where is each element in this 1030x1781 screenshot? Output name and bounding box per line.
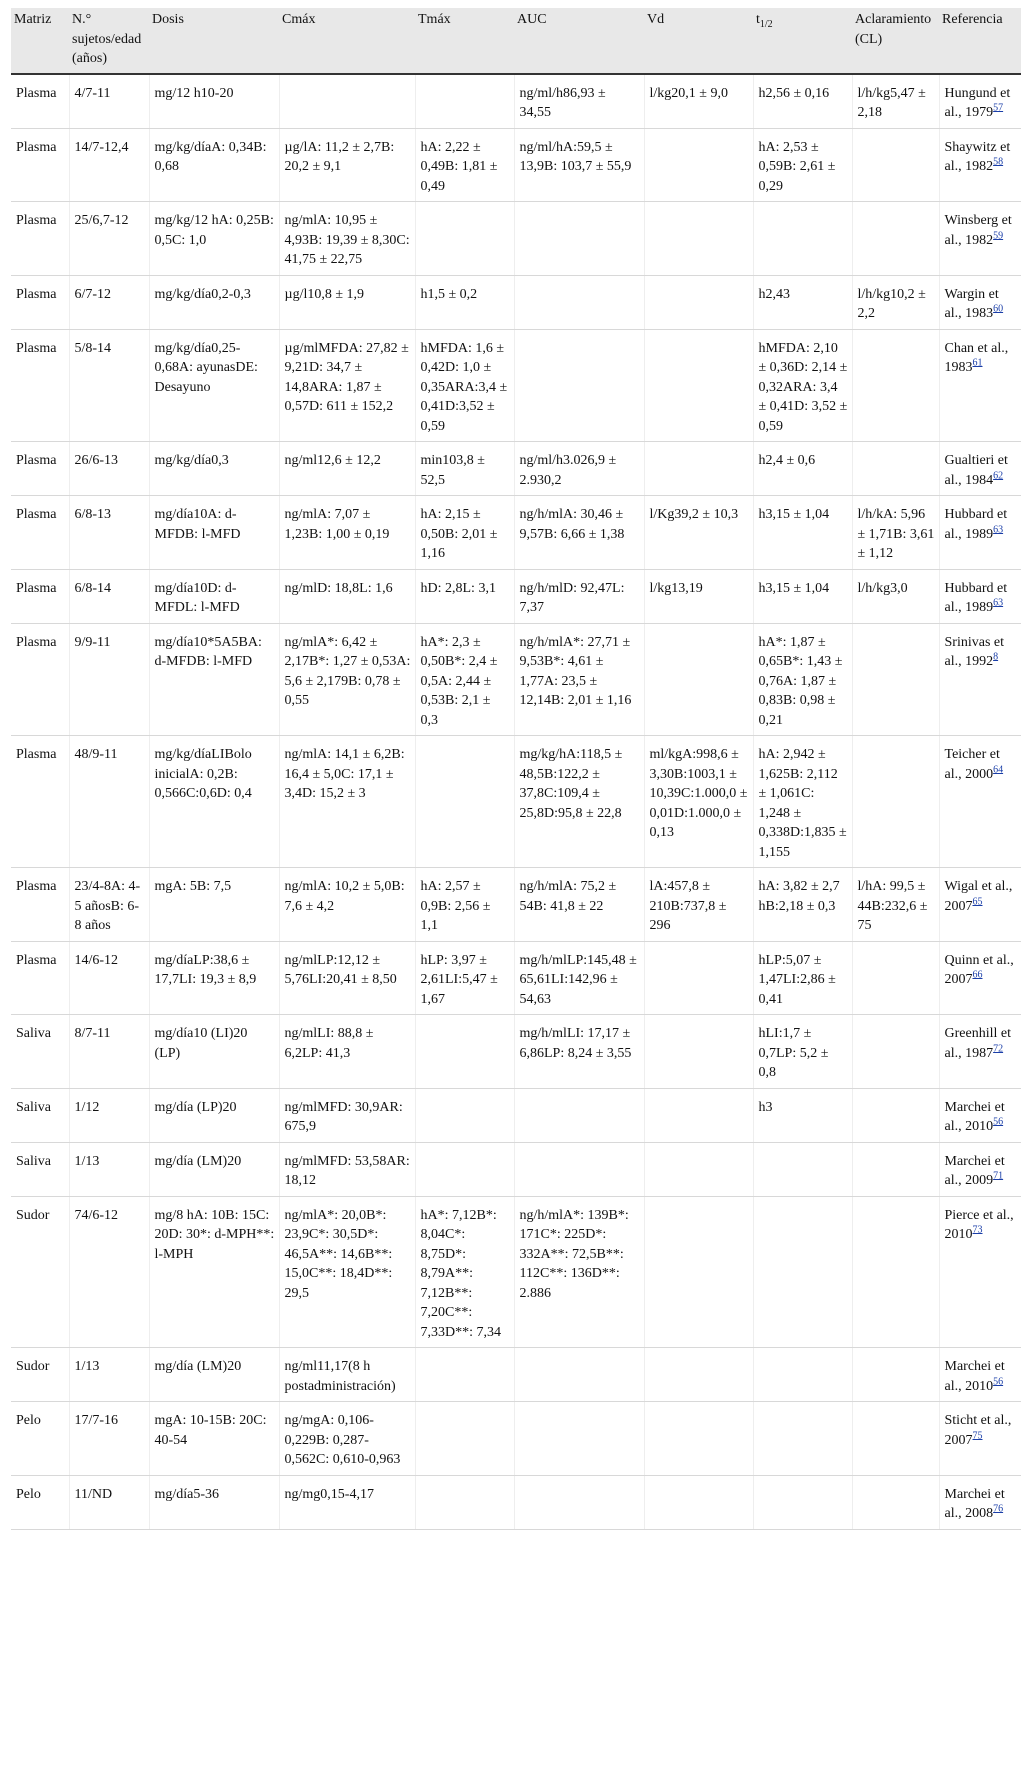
cell-n: 6/7-12 [69,275,149,329]
cell-vd: l/kg13,19 [644,569,753,623]
cell-t12 [753,1348,852,1402]
table-row [11,442,1021,496]
column-header-matriz [11,8,69,74]
cell-auc [514,202,644,276]
cell-vd: l/Kg39,2 ± 10,3 [644,496,753,570]
column-header-label: t [756,12,760,27]
cell-dosis: mg/kg/día0,25-0,68A: ayunasDE: Desayuno [149,329,279,442]
cell-cl: l/h/kg10,2 ± 2,2 [852,275,939,329]
cell-tmax: min103,8 ± 52,5 [415,442,514,496]
reference-text: Wigal et al., 2007 [944,879,1013,914]
reference-link[interactable]: 66 [972,969,983,981]
cell-dosis: mg/kg/díaLIBolo inicialA: 0,2B: 0,566C:0,6D: 0,4 [149,736,279,868]
cell-reference [939,736,1021,868]
cell-matriz: Sudor [11,1348,69,1402]
reference-text: Greenhill et al., 1987 [944,1026,1011,1061]
cell-tmax: h1,5 ± 0,2 [415,275,514,329]
cell-vd [644,941,753,1015]
cell-cl: l/hA: 99,5 ± 44B:232,6 ± 75 [852,868,939,942]
cell-reference [939,74,1021,129]
table-row [11,1015,1021,1089]
table-row [11,941,1021,1015]
column-header-label: Referencia [942,12,1003,27]
cell-vd [644,1348,753,1402]
reference-text: Hubbard et al., 1989 [944,580,1008,615]
pharmacokinetics-table [11,8,1021,1530]
cell-cl: l/h/kA: 5,96 ± 1,71B: 3,61 ± 1,12 [852,496,939,570]
reference-text: Wargin et al., 1983 [944,286,999,321]
cell-cmax [279,74,415,129]
cell-cmax: ng/ml12,6 ± 12,2 [279,442,415,496]
cell-auc: ng/h/mlA*: 139B*: 171C*: 225D*: 332A**: 72,5B**: 112C**: 136D**: 2.886 [514,1196,644,1348]
reference-text: Marchei et al., 2008 [944,1486,1005,1521]
column-header-n [69,8,149,74]
cell-n: 1/12 [69,1088,149,1142]
cell-t12: h2,56 ± 0,16 [753,74,852,129]
cell-vd [644,623,753,736]
cell-t12 [753,1142,852,1196]
cell-tmax [415,1015,514,1089]
cell-reference [939,496,1021,570]
column-header-label: Vd [647,12,665,27]
cell-matriz: Pelo [11,1475,69,1529]
cell-matriz: Plasma [11,202,69,276]
cell-auc: mg/h/mlLP:145,48 ± 65,61LI:142,96 ± 54,63 [514,941,644,1015]
reference-link[interactable]: 57 [993,102,1004,114]
cell-tmax [415,202,514,276]
cell-auc [514,275,644,329]
cell-t12: h3,15 ± 1,04 [753,569,852,623]
reference-link[interactable]: 72 [993,1042,1004,1054]
cell-cl [852,1196,939,1348]
reference-text: Winsberg et al., 1982 [944,213,1012,248]
reference-link[interactable]: 61 [972,357,983,369]
cell-cmax: ng/mlA: 10,95 ± 4,93B: 19,39 ± 8,30C: 41,75 ± 22,75 [279,202,415,276]
reference-link[interactable]: 58 [993,156,1004,168]
cell-matriz: Plasma [11,275,69,329]
reference-link[interactable]: 8 [993,651,999,663]
reference-link[interactable]: 63 [993,597,1004,609]
cell-matriz: Saliva [11,1015,69,1089]
cell-tmax: hA: 2,22 ± 0,49B: 1,81 ± 0,49 [415,128,514,202]
cell-n: 6/8-13 [69,496,149,570]
cell-reference [939,1142,1021,1196]
cell-tmax [415,736,514,868]
cell-reference [939,1196,1021,1348]
cell-reference [939,329,1021,442]
table-row [11,1088,1021,1142]
reference-text: Marchei et al., 2010 [944,1099,1005,1134]
cell-vd [644,1088,753,1142]
cell-auc: mg/kg/hA:118,5 ± 48,5B:122,2 ± 37,8C:109,4 ± 25,8D:95,8 ± 22,8 [514,736,644,868]
cell-cl [852,442,939,496]
cell-auc [514,1142,644,1196]
reference-link[interactable]: 65 [972,895,983,907]
cell-reference [939,941,1021,1015]
table-row [11,74,1021,129]
cell-cl [852,736,939,868]
cell-n: 8/7-11 [69,1015,149,1089]
cell-reference [939,202,1021,276]
table-row [11,329,1021,442]
cell-cmax: ng/mlLI: 88,8 ± 6,2LP: 41,3 [279,1015,415,1089]
cell-n: 14/7-12,4 [69,128,149,202]
cell-reference [939,1015,1021,1089]
cell-cmax: ng/mlMFD: 53,58AR: 18,12 [279,1142,415,1196]
table-row [11,128,1021,202]
cell-t12: h2,4 ± 0,6 [753,442,852,496]
column-header-label: Cmáx [282,12,316,27]
reference-link[interactable]: 76 [993,1503,1004,1515]
cell-vd [644,1015,753,1089]
cell-dosis: mg/día5-36 [149,1475,279,1529]
cell-reference [939,1475,1021,1529]
reference-text: Marchei et al., 2010 [944,1359,1005,1394]
cell-n: 1/13 [69,1348,149,1402]
cell-matriz: Plasma [11,569,69,623]
cell-t12: hMFDA: 2,10 ± 0,36D: 2,14 ± 0,32ARA: 3,4 ± 0,41D: 3,52 ± 0,59 [753,329,852,442]
table-row [11,1402,1021,1476]
column-header-subscript: 1/2 [759,18,773,30]
cell-reference [939,442,1021,496]
cell-tmax: hA*: 2,3 ± 0,50B*: 2,4 ± 0,5A: 2,44 ± 0,53B: 2,1 ± 0,3 [415,623,514,736]
cell-matriz: Saliva [11,1142,69,1196]
reference-link[interactable]: 56 [993,1375,1004,1387]
cell-auc: ng/ml/h86,93 ± 34,55 [514,74,644,129]
table-row [11,496,1021,570]
cell-dosis: mg/kg/día0,3 [149,442,279,496]
reference-link[interactable]: 63 [993,523,1004,535]
cell-t12 [753,1402,852,1476]
cell-vd [644,442,753,496]
cell-dosis: mg/12 h10-20 [149,74,279,129]
cell-n: 1/13 [69,1142,149,1196]
cell-tmax [415,1402,514,1476]
cell-matriz: Plasma [11,329,69,442]
cell-matriz: Pelo [11,1402,69,1476]
cell-reference [939,868,1021,942]
table-row [11,275,1021,329]
cell-matriz: Plasma [11,736,69,868]
cell-cl [852,941,939,1015]
cell-n: 25/6,7-12 [69,202,149,276]
cell-dosis: mg/día10 (LI)20 (LP) [149,1015,279,1089]
cell-tmax: hA*: 7,12B*: 8,04C*: 8,75D*: 8,79A**: 7,12B**: 7,20C**: 7,33D**: 7,34 [415,1196,514,1348]
cell-dosis: mg/díaLP:38,6 ± 17,7LI: 19,3 ± 8,9 [149,941,279,1015]
reference-link[interactable]: 73 [972,1224,983,1236]
cell-vd [644,202,753,276]
column-header-t12 [753,8,852,74]
reference-text: Marchei et al., 2009 [944,1153,1005,1188]
cell-tmax [415,1348,514,1402]
cell-t12 [753,1475,852,1529]
cell-n: 11/ND [69,1475,149,1529]
cell-auc: ng/h/mlA*: 27,71 ± 9,53B*: 4,61 ± 1,77A: 23,5 ± 12,14B: 2,01 ± 1,16 [514,623,644,736]
cell-t12 [753,1196,852,1348]
cell-dosis: mg/kg/12 hA: 0,25B: 0,5C: 1,0 [149,202,279,276]
cell-reference [939,1088,1021,1142]
cell-vd [644,128,753,202]
cell-cl: l/h/kg3,0 [852,569,939,623]
cell-tmax: hA: 2,57 ± 0,9B: 2,56 ± 1,1 [415,868,514,942]
cell-cl [852,1475,939,1529]
cell-vd [644,1475,753,1529]
reference-text: Quinn et al., 2007 [944,952,1014,987]
header-row [11,8,1021,74]
cell-n: 17/7-16 [69,1402,149,1476]
reference-text: Teicher et al., 2000 [944,747,1000,782]
table-row [11,736,1021,868]
cell-matriz: Plasma [11,442,69,496]
cell-dosis: mg/día (LM)20 [149,1348,279,1402]
cell-matriz: Plasma [11,496,69,570]
cell-t12: hLP:5,07 ± 1,47LI:2,86 ± 0,41 [753,941,852,1015]
reference-text: Pierce et al., 2010 [944,1207,1014,1242]
cell-n: 4/7-11 [69,74,149,129]
column-header-label: AUC [517,12,547,27]
cell-auc [514,1402,644,1476]
cell-dosis: mgA: 5B: 7,5 [149,868,279,942]
cell-vd: ml/kgA:998,6 ± 3,30B:1003,1 ± 10,39C:1.000,0 ± 0,01D:1.000,0 ± 0,13 [644,736,753,868]
column-header-label: Tmáx [418,12,451,27]
cell-dosis: mg/8 hA: 10B: 15C: 20D: 30*: d-MPH**: l-MPH [149,1196,279,1348]
cell-vd: l/kg20,1 ± 9,0 [644,74,753,129]
cell-cl: l/h/kg5,47 ± 2,18 [852,74,939,129]
cell-dosis: mgA: 10-15B: 20C: 40-54 [149,1402,279,1476]
cell-cmax: ng/mlD: 18,8L: 1,6 [279,569,415,623]
cell-n: 14/6-12 [69,941,149,1015]
cell-tmax: hMFDA: 1,6 ± 0,42D: 1,0 ± 0,35ARA:3,4 ± 0,41D:3,52 ± 0,59 [415,329,514,442]
cell-cl [852,329,939,442]
cell-dosis: mg/día10D: d-MFDL: l-MFD [149,569,279,623]
cell-dosis: mg/día (LM)20 [149,1142,279,1196]
cell-auc: ng/ml/h3.026,9 ± 2.930,2 [514,442,644,496]
column-header-ref [939,8,1021,74]
reference-text: Hubbard et al., 1989 [944,507,1008,542]
cell-vd [644,275,753,329]
cell-reference [939,128,1021,202]
cell-dosis: mg/kg/díaA: 0,34B: 0,68 [149,128,279,202]
cell-cl [852,202,939,276]
cell-t12: hA: 3,82 ± 2,7 hB:2,18 ± 0,3 [753,868,852,942]
cell-n: 26/6-13 [69,442,149,496]
cell-auc [514,1088,644,1142]
cell-reference [939,569,1021,623]
cell-vd: lA:457,8 ± 210B:737,8 ± 296 [644,868,753,942]
column-header-label: Aclaramiento (CL) [855,12,932,47]
table-row [11,569,1021,623]
cell-tmax: hA: 2,15 ± 0,50B: 2,01 ± 1,16 [415,496,514,570]
cell-auc: ng/h/mlD: 92,47L: 7,37 [514,569,644,623]
cell-dosis: mg/día10A: d-MFDB: l-MFD [149,496,279,570]
column-header-cl [852,8,939,74]
cell-matriz: Sudor [11,1196,69,1348]
cell-n: 74/6-12 [69,1196,149,1348]
cell-n: 48/9-11 [69,736,149,868]
cell-auc [514,1475,644,1529]
cell-cl [852,128,939,202]
cell-cmax: ng/mg0,15-4,17 [279,1475,415,1529]
column-header-cmax [279,8,415,74]
cell-cmax: ng/mgA: 0,106-0,229B: 0,287-0,562C: 0,610-0,963 [279,1402,415,1476]
cell-tmax: hLP: 3,97 ± 2,61LI:5,47 ± 1,67 [415,941,514,1015]
cell-n: 23/4-8A: 4-5 añosB: 6-8 años [69,868,149,942]
table-row [11,1142,1021,1196]
cell-reference [939,1402,1021,1476]
reference-text: Gualtieri et al., 1984 [944,453,1008,488]
cell-reference [939,275,1021,329]
cell-t12: hLI:1,7 ± 0,7LP: 5,2 ± 0,8 [753,1015,852,1089]
column-header-label: Dosis [152,12,184,27]
cell-dosis: mg/día (LP)20 [149,1088,279,1142]
cell-auc: ng/h/mlA: 30,46 ± 9,57B: 6,66 ± 1,38 [514,496,644,570]
cell-matriz: Plasma [11,74,69,129]
reference-link[interactable]: 56 [993,1116,1004,1128]
cell-dosis: mg/día10*5A5BA: d-MFDB: l-MFD [149,623,279,736]
cell-vd [644,1142,753,1196]
cell-auc: mg/h/mlLI: 17,17 ± 6,86LP: 8,24 ± 3,55 [514,1015,644,1089]
column-header-auc [514,8,644,74]
cell-cmax: ng/ml11,17(8 h postadministración) [279,1348,415,1402]
reference-link[interactable]: 71 [993,1170,1004,1182]
cell-matriz: Plasma [11,623,69,736]
table-body [11,74,1021,1530]
cell-cl [852,1142,939,1196]
table-row [11,623,1021,736]
cell-vd [644,329,753,442]
cell-tmax [415,74,514,129]
cell-t12: h3 [753,1088,852,1142]
cell-matriz: Plasma [11,128,69,202]
cell-cmax: ng/mlLP:12,12 ± 5,76LI:20,41 ± 8,50 [279,941,415,1015]
cell-auc [514,1348,644,1402]
cell-cmax: µg/l10,8 ± 1,9 [279,275,415,329]
table-row [11,1348,1021,1402]
cell-n: 6/8-14 [69,569,149,623]
cell-matriz: Plasma [11,868,69,942]
reference-link[interactable]: 64 [993,763,1004,775]
reference-link[interactable]: 60 [993,303,1004,315]
cell-dosis: mg/kg/día0,2-0,3 [149,275,279,329]
cell-t12: h3,15 ± 1,04 [753,496,852,570]
cell-cl [852,623,939,736]
reference-text: Srinivas et al., 1992 [944,634,1004,669]
cell-t12 [753,202,852,276]
cell-t12: hA*: 1,87 ± 0,65B*: 1,43 ± 0,76A: 1,87 ± 0,83B: 0,98 ± 0,21 [753,623,852,736]
reference-link[interactable]: 75 [972,1429,983,1441]
cell-auc: ng/ml/hA:59,5 ± 13,9B: 103,7 ± 55,9 [514,128,644,202]
column-header-vd [644,8,753,74]
cell-auc [514,329,644,442]
table-row [11,202,1021,276]
cell-cmax: ng/mlMFD: 30,9AR: 675,9 [279,1088,415,1142]
table-row [11,1196,1021,1348]
table-row [11,868,1021,942]
cell-matriz: Saliva [11,1088,69,1142]
cell-tmax [415,1142,514,1196]
reference-text: Hungund et al., 1979 [944,85,1011,120]
cell-cmax: ng/mlA*: 6,42 ± 2,17B*: 1,27 ± 0,53A: 5,6 ± 2,179B: 0,78 ± 0,55 [279,623,415,736]
cell-t12: h2,43 [753,275,852,329]
reference-link[interactable]: 59 [993,229,1004,241]
cell-cmax: µg/lA: 11,2 ± 2,7B: 20,2 ± 9,1 [279,128,415,202]
reference-link[interactable]: 62 [993,469,1004,481]
cell-cl [852,1348,939,1402]
reference-text: Sticht et al., 2007 [944,1413,1012,1448]
cell-cl [852,1088,939,1142]
cell-n: 5/8-14 [69,329,149,442]
column-header-dosis [149,8,279,74]
cell-reference [939,623,1021,736]
reference-text: Chan et al., 1983 [944,340,1009,375]
cell-cmax: ng/mlA*: 20,0B*: 23,9C*: 30,5D*: 46,5A**: 14,6B**: 15,0C**: 18,4D**: 29,5 [279,1196,415,1348]
cell-vd [644,1196,753,1348]
cell-tmax [415,1088,514,1142]
cell-cmax: µg/mlMFDA: 27,82 ± 9,21D: 34,7 ± 14,8ARA: 1,87 ± 0,57D: 611 ± 152,2 [279,329,415,442]
cell-cl [852,1015,939,1089]
cell-n: 9/9-11 [69,623,149,736]
cell-matriz: Plasma [11,941,69,1015]
table-row [11,1475,1021,1529]
reference-text: Shaywitz et al., 1982 [944,139,1011,174]
cell-vd [644,1402,753,1476]
cell-cmax: ng/mlA: 14,1 ± 6,2B: 16,4 ± 5,0C: 17,1 ± 3,4D: 15,2 ± 3 [279,736,415,868]
column-header-label: Matriz [14,12,52,27]
cell-tmax [415,1475,514,1529]
cell-t12: hA: 2,53 ± 0,59B: 2,61 ± 0,29 [753,128,852,202]
cell-cmax: ng/mlA: 10,2 ± 5,0B: 7,6 ± 4,2 [279,868,415,942]
cell-cmax: ng/mlA: 7,07 ± 1,23B: 1,00 ± 0,19 [279,496,415,570]
column-header-tmax [415,8,514,74]
cell-auc: ng/h/mlA: 75,2 ± 54B: 41,8 ± 22 [514,868,644,942]
column-header-label: N.° sujetos/edad (años) [72,12,142,66]
table-container [11,8,1021,1530]
cell-tmax: hD: 2,8L: 3,1 [415,569,514,623]
cell-reference [939,1348,1021,1402]
cell-t12: hA: 2,942 ± 1,625B: 2,112 ± 1,061C: 1,248 ± 0,338D:1,835 ± 1,155 [753,736,852,868]
cell-cl [852,1402,939,1476]
